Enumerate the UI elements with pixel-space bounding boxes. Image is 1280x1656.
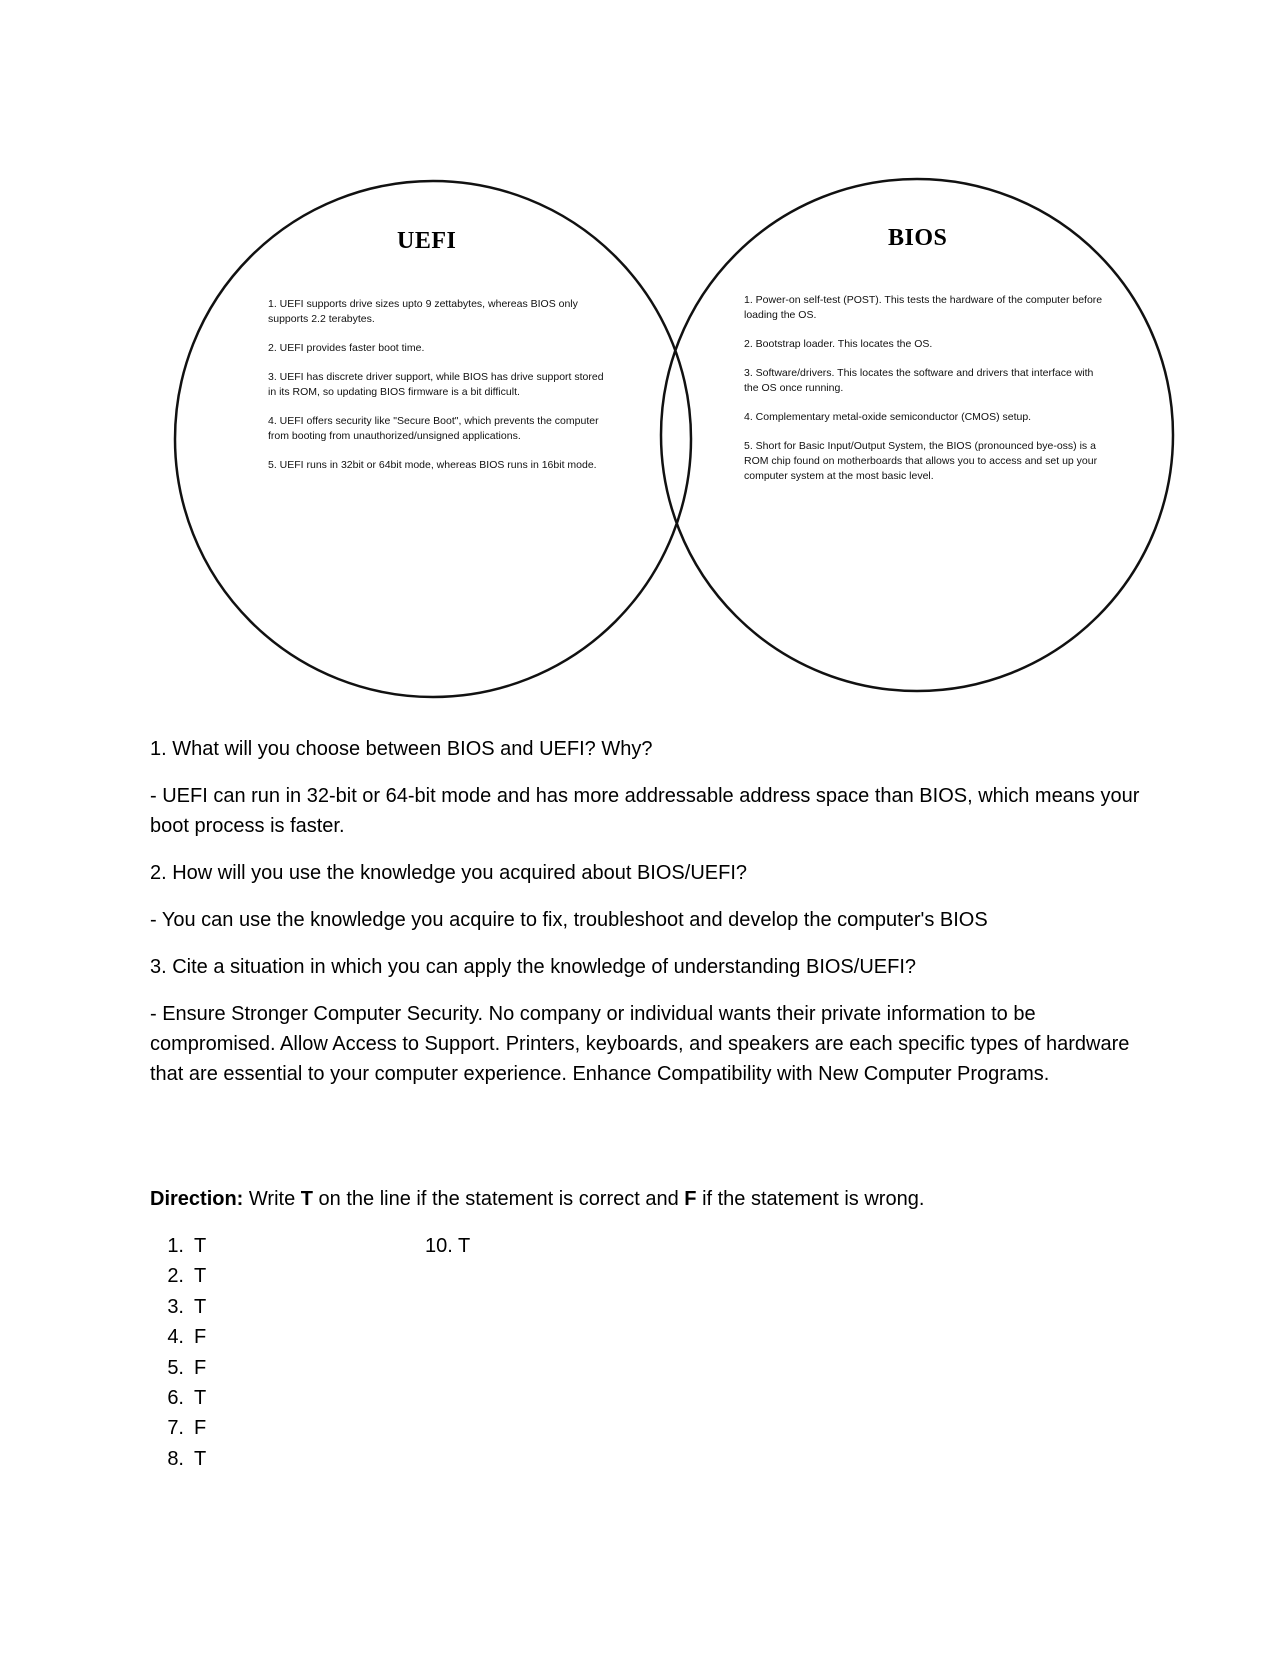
uefi-list [268,297,608,487]
answer-number: 6. [167,1387,184,1410]
answer-number: 5. [167,1356,184,1379]
uefi-item: 2. UEFI provides faster boot time. [268,342,425,354]
direction-part2: on the line if the statement is correct and [312,1188,685,1210]
uefi-item: 1. UEFI supports drive sizes upto 9 zettabytes, whereas BIOS only supports 2.2 terabytes. [268,298,578,325]
questions-section [150,734,1140,1106]
uefi-item: 3. UEFI has discrete driver support, while BIOS has drive support stored in its ROM, so updating BIOS firmware is a bit difficult. [268,371,604,398]
answer-value: T [194,1387,207,1410]
answer-value: T [194,1447,207,1470]
answer-item [150,1231,206,1261]
bios-item: 5. Short for Basic Input/Output System, the BIOS (pronounced bye-oss) is a ROM chip found on motherboards that allows you to access and set up your computer system at the most basic level. [744,440,1098,482]
answer-value: T [194,1235,207,1257]
answer-number: 4. [167,1326,184,1349]
answer-item [150,1261,206,1291]
direction-label: Direction: [150,1188,244,1210]
question: 1. What will you choose between BIOS and UEFI? Why? [150,738,653,760]
answer: - Ensure Stronger Computer Security. No company or individual wants their private information to be compromised. Allow Access to Support. Printers, keyboards, and speakers are each specific types of hardware that are essential to your computer experience. Enhance Compatibility with New Computer Programs. [150,1003,1130,1085]
answer-number: 7. [167,1417,184,1440]
answers-list [150,1231,206,1474]
direction-part1: Write [243,1188,301,1210]
answer-value: F [194,1326,207,1349]
answer-number: 8. [167,1447,184,1470]
bios-title: BIOS [888,225,948,251]
answer-item [150,1322,206,1352]
answer-number: 1. [167,1235,184,1257]
answer-item [150,1353,206,1383]
answer-number: 3. [167,1295,184,1318]
answer-item [150,1292,206,1322]
answer-item [150,1444,206,1474]
answer-item [150,1413,206,1443]
bios-item: 1. Power-on self-test (POST). This tests the hardware of the computer before loading the OS. [744,294,1103,321]
answer-10: 10. T [425,1235,471,1257]
direction-text [150,1184,924,1214]
uefi-item: 5. UEFI runs in 32bit or 64bit mode, whereas BIOS runs in 16bit mode. [268,459,597,471]
answer-value: F [194,1356,207,1379]
bios-list [744,293,1104,498]
uefi-title: UEFI [397,228,457,254]
answer-number: 2. [167,1265,184,1288]
direction-t: T [300,1188,313,1210]
answer-item [150,1383,206,1413]
answer: - You can use the knowledge you acquire to fix, troubleshoot and develop the computer's BIOS [150,909,988,931]
direction-f: F [684,1188,697,1210]
answer-value: F [194,1417,207,1440]
bios-item: 4. Complementary metal-oxide semiconductor (CMOS) setup. [744,411,1032,423]
direction-part3: if the statement is wrong. [696,1188,925,1210]
answer: - UEFI can run in 32-bit or 64-bit mode and has more addressable address space than BIOS, which means your boot process is faster. [150,785,1140,837]
bios-item: 3. Software/drivers. This locates the software and drivers that interface with the OS once running. [744,367,1094,394]
question: 3. Cite a situation in which you can apply the knowledge of understanding BIOS/UEFI? [150,956,917,978]
uefi-item: 4. UEFI offers security like "Secure Boot", which prevents the computer from booting from unauthorized/unsigned applications. [268,415,599,442]
question: 2. How will you use the knowledge you acquired about BIOS/UEFI? [150,862,747,884]
answer-value: T [194,1265,207,1288]
bios-item: 2. Bootstrap loader. This locates the OS. [744,338,933,350]
answer-value: T [194,1295,207,1318]
